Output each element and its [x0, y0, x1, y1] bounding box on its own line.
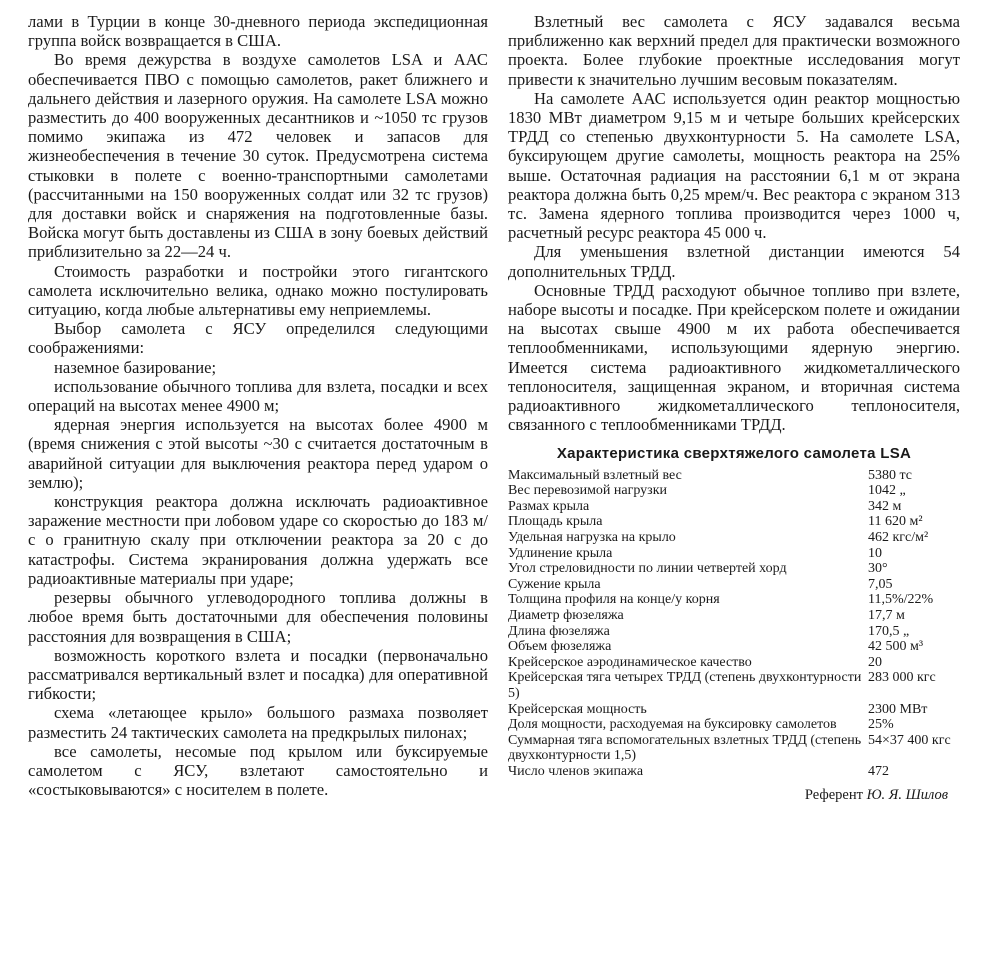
spec-value: 170,5 „ — [868, 623, 910, 639]
spec-value: 1042 „ — [868, 483, 906, 499]
right-paragraphs — [508, 12, 960, 434]
spec-label: Число членов экипажа — [508, 763, 644, 779]
spec-label: Суммарная тяга вспомогательных взлетных ТРДД (степень двухконтурности 1,5) — [508, 732, 862, 764]
spec-row — [508, 499, 960, 515]
spec-row — [508, 514, 960, 530]
spec-label: Крейсерская мощность — [508, 701, 647, 717]
spec-value: 10 — [868, 545, 882, 561]
paragraph: конструкция реактора должна исключать радиоактивное заражение местности при лобовом ударе со скоростью до 183 м/с о гранитную скалу при отключении реактора за 20 с до катастрофы. Система экранирования должна удержать все радиоактивные материалы при ударе; — [28, 492, 488, 588]
spec-row — [508, 546, 960, 562]
paragraph: схема «летающее крыло» большого размаха позволяет разместить 24 тактических самолета на предкрылых пилонах; — [28, 703, 488, 742]
spec-value: 42 500 м³ — [868, 639, 924, 655]
spec-row — [508, 561, 960, 577]
spec-value: 2300 МВт — [868, 701, 928, 717]
paragraph: На самолете ААС используется один реактор мощностью 1830 МВт диаметром 9,15 м и четыре больших крейсерских ТРДД со степенью двухконтурности 5. На самолете LSA, буксирующем другие самолеты, мощность реактора на 25% выше. Остаточная радиация на расстоянии 6,1 м от экрана реактора должна быть 0,25 мрем/ч. Вес реактора с экраном 313 тс. Замена ядерного топлива производится через 1000 ч, расчетный ресурс реактора 45 000 ч. — [508, 88, 960, 243]
spec-table-title: Характеристика сверхтяжелого самолета LSA — [556, 445, 912, 463]
referent-role: Референт — [804, 786, 863, 803]
spec-row — [508, 468, 960, 484]
spec-label: Длина фюзеляжа — [508, 623, 610, 639]
spec-label: Доля мощности, расходуемая на буксировку самолетов — [508, 717, 837, 733]
spec-row — [508, 608, 960, 624]
spec-value: 7,05 — [868, 576, 893, 592]
spec-value: 11 620 м² — [868, 514, 923, 530]
paragraph: Взлетный вес самолета с ЯСУ задавался весьма приближенно как верхний предел для практически возможного проекта. Более глубокие проектные исследования могут привести к значительно лучшим весовым показателям. — [508, 12, 960, 89]
referent-line — [508, 786, 960, 805]
paragraph: наземное базирование; — [54, 357, 217, 377]
left-column — [28, 12, 488, 799]
spec-label: Угол стреловидности по линии четвертей хорд — [508, 561, 787, 577]
spec-label: Крейсерское аэродинамическое качество — [508, 654, 752, 670]
spec-label: Диаметр фюзеляжа — [508, 608, 624, 624]
right-column — [508, 12, 960, 805]
spec-label: Максимальный взлетный вес — [508, 467, 682, 483]
spec-label: Объем фюзеляжа — [508, 639, 612, 655]
spec-row — [508, 733, 960, 764]
paragraph: использование обычного топлива для взлета, посадки и всех операций на высотах менее 4900 м; — [28, 376, 488, 416]
spec-row — [508, 483, 960, 499]
spec-value: 462 кгс/м² — [868, 530, 929, 546]
spec-value: 11,5%/22% — [868, 592, 934, 608]
paragraph: ядерная энергия используется на высотах более 4900 м (время снижения с этой высоты ~30 с считается достаточным в аварийной ситуации для выключения реактора перед ударом о землю); — [28, 415, 488, 492]
referent-name: Ю. Я. Шилов — [866, 786, 948, 803]
spec-row — [508, 639, 960, 655]
paragraph: возможность короткого взлета и посадки (первоначально рассматривался вертикальный взлет и посадка) для оперативной гибкости; — [28, 645, 488, 704]
spec-row — [508, 655, 960, 671]
spec-value: 472 — [868, 763, 889, 779]
spec-table — [508, 468, 960, 780]
paragraph: лами в Турции в конце 30-дневного периода экспедиционная группа войск возвращается в США. — [28, 12, 488, 51]
paragraph: Основные ТРДД расходуют обычное топливо при взлете, наборе высоты и посадке. При крейсерском полете и ожидании на высотах свыше 4900 м их работа обеспечивается теплообменниками, использующими ядерную энергию. Имеется система радиоактивного жидкометаллического теплоносителя, защищенная экраном, и вторичная система радиоактивного жидкометаллического теплоносителя, связанного с теплообменниками ТРДД. — [508, 280, 960, 435]
spec-label: Площадь крыла — [508, 514, 603, 530]
spec-row — [508, 577, 960, 593]
paragraph: Во время дежурства в воздухе самолетов LSA и ААС обеспечивается ПВО с помощью самолетов, ракет ближнего и дальнего действия и лазерного оружия. На самолете LSA можно разместить до 400 вооруженных десантников и ~1050 тс грузов помимо экипажа из 472 человек и запасов для жизнеобеспечения в течение 30 суток. Предусмотрена система стыковки в полете с военно-транспортными самолетами (рассчитанными на 150 вооруженных солдат или 32 тс грузов) для доставки войск и снаряжения на подготовленные базы. Войска могут быть доставлены из США в зону боевых действий приблизительно за 22—24 ч. — [28, 50, 488, 262]
spec-label: Толщина профиля на конце/у корня — [508, 592, 720, 608]
spec-value: 54×37 400 кгс — [868, 732, 951, 748]
spec-label: Сужение крыла — [508, 576, 601, 592]
paragraph: резервы обычного углеводородного топлива должны в любое время быть достаточными для обеспечения половины расстояния для возвращения в США; — [28, 588, 488, 646]
spec-row — [508, 624, 960, 640]
paragraph: Выбор самолета с ЯСУ определился следующими соображениями: — [28, 319, 488, 358]
spec-row — [508, 717, 960, 733]
spec-label: Размах крыла — [508, 498, 590, 514]
spec-value: 5380 тс — [868, 467, 913, 483]
spec-row — [508, 702, 960, 718]
spec-row — [508, 764, 960, 780]
spec-value: 20 — [868, 654, 882, 670]
spec-row — [508, 670, 960, 701]
paragraph: Для уменьшения взлетной дистанции имеются 54 дополнительных ТРДД. — [508, 242, 960, 281]
spec-label: Удельная нагрузка на крыло — [508, 530, 676, 546]
spec-label: Вес перевозимой нагрузки — [508, 483, 668, 499]
spec-label: Удлинение крыла — [508, 545, 613, 561]
spec-label: Крейсерская тяга четырех ТРДД (степень двухконтурности 5) — [508, 670, 862, 701]
paragraph: все самолеты, несомые под крылом или буксируемые самолетом с ЯСУ, взлетают самостоятельно и «состыковываются» с носителем в полете. — [28, 741, 488, 800]
spec-value: 25% — [868, 717, 894, 733]
spec-row — [508, 530, 960, 546]
spec-value: 17,7 м — [868, 608, 905, 624]
paragraph: Стоимость разработки и постройки этого гигантского самолета исключительно велика, однако можно постулировать ситуацию, когда любые альтернативы ему неприемлемы. — [28, 261, 488, 320]
spec-value: 30° — [868, 561, 888, 577]
spec-value: 342 м — [868, 498, 902, 514]
spec-row — [508, 592, 960, 608]
spec-value: 283 000 кгс — [868, 670, 936, 686]
